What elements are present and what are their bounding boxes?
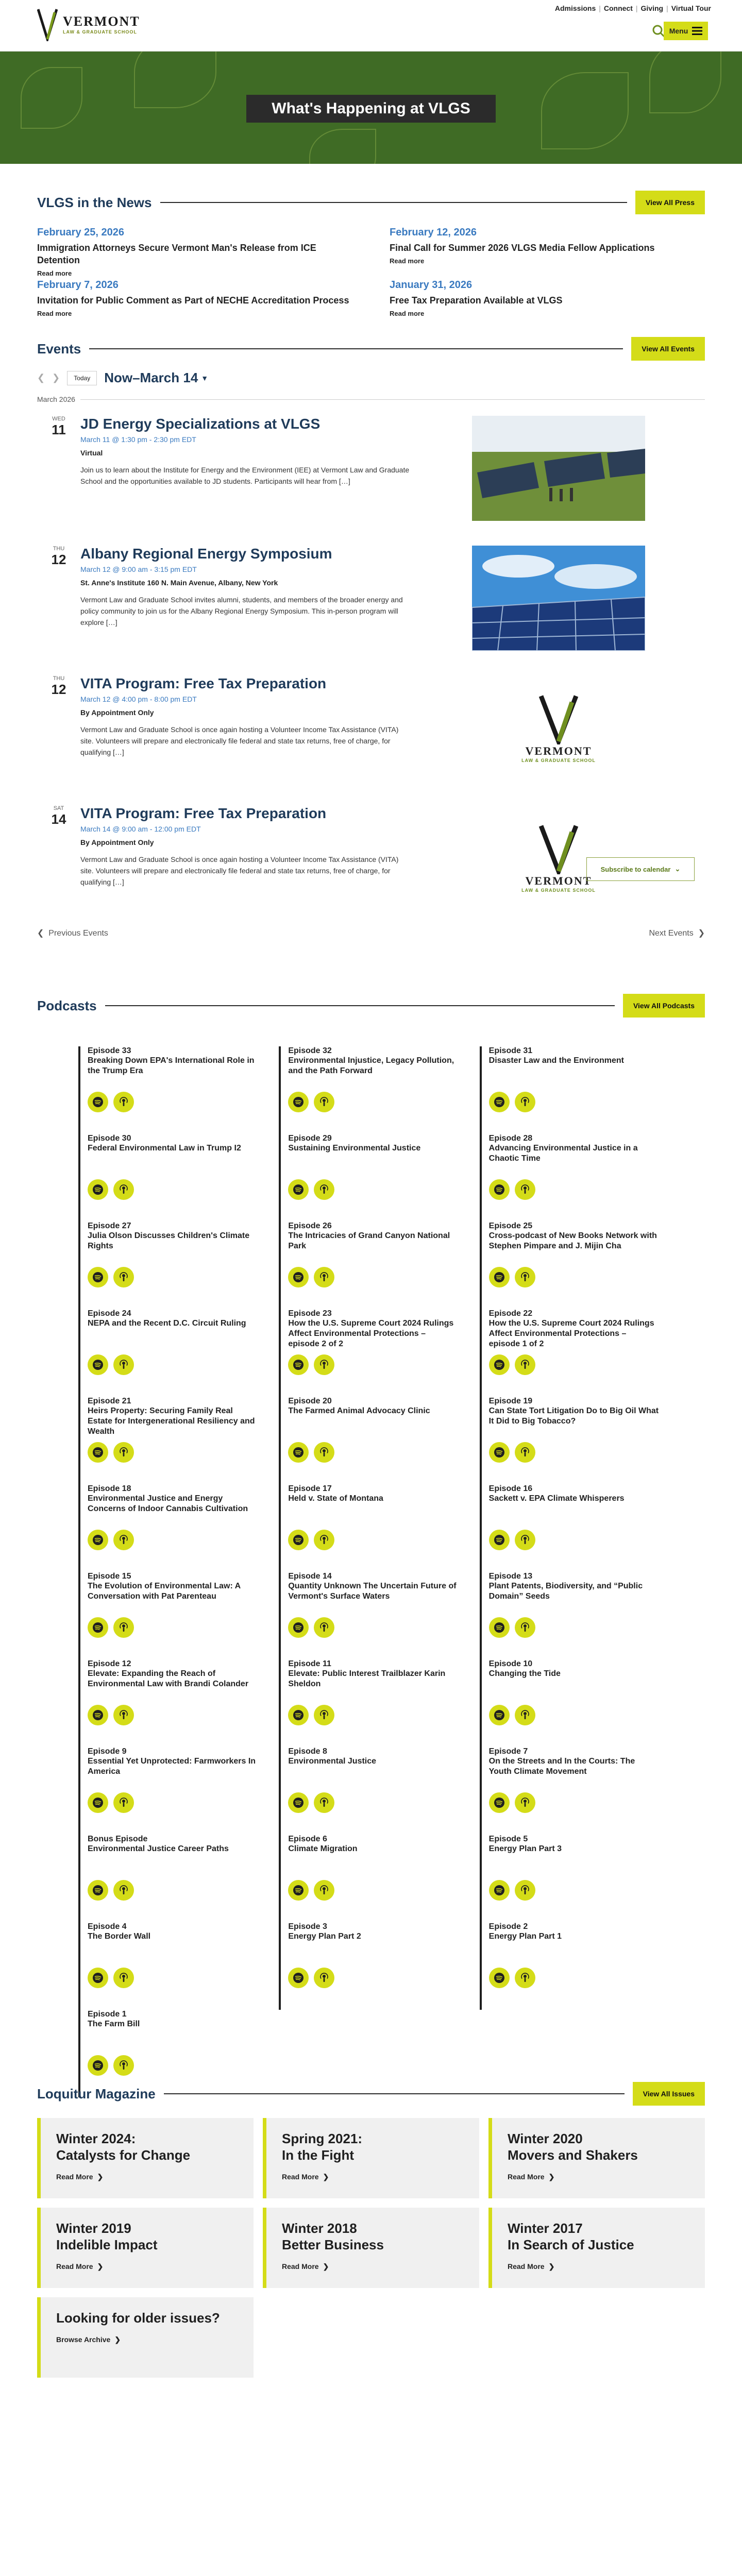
next-events-link[interactable]: Next Events ❯ — [649, 929, 705, 938]
today-button[interactable]: Today — [67, 371, 97, 385]
apple-podcasts-icon[interactable] — [113, 1530, 134, 1550]
apple-podcasts-icon[interactable] — [113, 1442, 134, 1463]
podcast-episode: Episode 6 — [288, 1835, 327, 1843]
chevron-down-icon[interactable]: ▼ — [201, 374, 209, 382]
spotify-icon[interactable] — [489, 1617, 510, 1638]
spotify-icon[interactable] — [288, 1880, 309, 1901]
chevron-right-icon[interactable]: ❯ — [52, 372, 60, 383]
podcast-title[interactable]: Breaking Down EPA's International Role in the Trump Era — [88, 1056, 255, 1075]
podcast-episode: Episode 17 — [288, 1484, 332, 1493]
podcast-item[interactable] — [78, 1922, 258, 2010]
spotify-icon[interactable] — [288, 1530, 309, 1550]
podcast-item[interactable] — [480, 1747, 660, 1835]
podcast-episode: Bonus Episode — [88, 1835, 148, 1843]
month-separator: March 2026 — [37, 395, 705, 403]
apple-podcasts-icon[interactable] — [314, 1705, 334, 1725]
podcast-episode: Episode 24 — [88, 1309, 131, 1318]
event-item: WED 11 JD Energy Specializations at VLGS March 11 @ 1:30 pm - 2:30 pm EDT Virtual Join us to learn about the Institute for Energy and the Environment (IEE) at Vermont Law and Graduate School and the opportunities available to JD students. Participants will hear from […] — [37, 403, 705, 533]
podcast-item[interactable] — [480, 1134, 660, 1222]
event-item: THU 12 VITA Program: Free Tax Preparation March 12 @ 4:00 pm - 8:00 pm EDT By Appointment Only Vermont Law and Graduate School is once again hosting a Volunteer Income Tax Assistance (VITA) site. Volunteers will prepare and electronically file federal and state tax returns, free of charge, for qualifying […] VERMONT LAW & GRADUATE SCHOOL — [37, 663, 705, 793]
podcast-item[interactable] — [480, 1572, 660, 1659]
podcast-item[interactable] — [78, 1572, 258, 1659]
event-date: THU 12 — [51, 546, 66, 567]
site-logo[interactable] — [37, 7, 140, 41]
spotify-icon[interactable] — [288, 1442, 309, 1463]
logo-subtitle: LAW & GRADUATE SCHOOL — [63, 29, 137, 35]
issue-title: Winter 2019 — [56, 2221, 131, 2236]
magazine-issue-card[interactable] — [263, 2208, 479, 2288]
apple-podcasts-icon[interactable] — [515, 1179, 535, 1200]
read-more-link[interactable]: Read More ❯ — [282, 2173, 329, 2181]
news-item[interactable]: February 12, 2026 Final Call for Summer 2026 VLGS Media Fellow Applications Read more — [390, 227, 655, 265]
news-item[interactable]: February 25, 2026 Immigration Attorneys Secure Vermont Man's Release from ICE Detention Read more — [37, 227, 316, 277]
podcast-title[interactable]: Changing the Tide — [488, 1669, 561, 1678]
podcast-item[interactable] — [279, 1747, 459, 1835]
magazine-issue-card[interactable] — [488, 2208, 705, 2288]
podcast-item[interactable] — [480, 1046, 660, 1134]
apple-podcasts-icon[interactable] — [113, 1792, 134, 1813]
podcast-episode: Episode 9 — [88, 1747, 127, 1756]
apple-podcasts-icon[interactable] — [515, 1442, 535, 1463]
apple-podcasts-icon[interactable] — [314, 1880, 334, 1901]
apple-podcasts-icon[interactable] — [314, 1092, 334, 1112]
podcast-title[interactable]: Sustaining Environmental Justice — [288, 1144, 421, 1153]
podcast-item[interactable] — [279, 1046, 459, 1134]
podcast-title[interactable]: On the Streets and In the Courts: The Youth Climate Movement — [488, 1757, 635, 1776]
read-more-link[interactable]: Browse Archive ❯ — [56, 2335, 121, 2344]
apple-podcasts-icon[interactable] — [113, 1179, 134, 1200]
spotify-icon[interactable] — [88, 1354, 108, 1375]
page-title: What's Happening at VLGS — [246, 95, 496, 123]
spotify-icon[interactable] — [288, 1354, 309, 1375]
podcast-episode: Episode 10 — [488, 1659, 533, 1668]
podcast-title[interactable]: Heirs Property: Securing Family Real Estate for Intergenerational Resiliency and Wealth — [88, 1406, 255, 1436]
logo-name: VERMONT — [525, 744, 592, 757]
link-connect[interactable]: Connect — [603, 4, 633, 12]
spotify-icon[interactable] — [489, 1968, 510, 1988]
apple-podcasts-icon[interactable] — [314, 1354, 334, 1375]
podcast-title[interactable]: Elevate: Public Interest Trailblazer Karin Sheldon — [288, 1669, 446, 1688]
podcast-title[interactable]: Cross-podcast of New Books Network with Stephen Pimpare and J. Mijin Cha — [488, 1231, 657, 1250]
view-all-podcasts-button[interactable]: View All Podcasts — [623, 994, 705, 1018]
apple-podcasts-icon[interactable] — [515, 1267, 535, 1287]
podcast-episode: Episode 29 — [288, 1134, 332, 1143]
view-all-events-button[interactable]: View All Events — [631, 337, 705, 361]
spotify-icon[interactable] — [489, 1705, 510, 1725]
apple-podcasts-icon[interactable] — [113, 1092, 134, 1112]
issue-title: Winter 2017 — [508, 2221, 583, 2236]
chevron-right-icon: ❯ — [114, 2335, 121, 2344]
podcast-item[interactable] — [279, 1222, 459, 1309]
podcast-title[interactable]: Environmental Justice and Energy Concerns of Indoor Cannabis Cultivation — [88, 1494, 248, 1513]
chevron-right-icon: ❯ — [693, 929, 705, 938]
hero-banner — [0, 52, 742, 164]
apple-podcasts-icon[interactable] — [515, 1968, 535, 1988]
podcast-episode: Episode 15 — [88, 1572, 131, 1581]
spotify-icon[interactable] — [288, 1792, 309, 1813]
spotify-icon[interactable] — [288, 1092, 309, 1112]
podcast-item[interactable] — [480, 1397, 660, 1484]
podcast-title[interactable]: The Border Wall — [88, 1932, 151, 1941]
magazine-issue-card[interactable] — [263, 2118, 479, 2198]
spotify-icon[interactable] — [489, 1792, 510, 1813]
spotify-icon[interactable] — [88, 1442, 108, 1463]
podcast-title[interactable]: Elevate: Expanding the Reach of Environmental Law with Brandi Colander — [88, 1669, 249, 1688]
podcast-title[interactable]: Environmental Justice Career Paths — [88, 1844, 229, 1853]
apple-podcasts-icon[interactable] — [515, 1705, 535, 1725]
spotify-icon[interactable] — [489, 1267, 510, 1287]
podcast-item[interactable] — [480, 1484, 660, 1572]
podcast-episode: Episode 32 — [288, 1046, 332, 1055]
podcast-item[interactable] — [78, 1659, 258, 1747]
logo-subtitle: LAW & GRADUATE SCHOOL — [521, 758, 596, 763]
podcast-item[interactable] — [279, 1484, 459, 1572]
podcast-item[interactable] — [279, 1835, 459, 1922]
podcast-item[interactable] — [480, 1222, 660, 1309]
podcasts-heading: Podcasts — [37, 997, 97, 1013]
apple-podcasts-icon[interactable] — [314, 1179, 334, 1200]
issue-subtitle: Better Business — [282, 2237, 384, 2252]
chevron-right-icon: ❯ — [548, 2173, 555, 2181]
podcast-episode: Episode 33 — [88, 1046, 131, 1055]
date-range-picker[interactable]: Now–March 14 — [104, 370, 198, 385]
podcast-title[interactable]: Energy Plan Part 2 — [288, 1932, 361, 1941]
chevron-right-icon: ❯ — [97, 2173, 104, 2181]
subscribe-calendar-button[interactable]: Subscribe to calendar ⌄ — [586, 857, 695, 881]
podcast-item[interactable] — [279, 1922, 459, 2010]
podcast-episode: Episode 5 — [488, 1835, 528, 1843]
apple-podcasts-icon[interactable] — [113, 1968, 134, 1988]
podcast-episode: Episode 25 — [488, 1222, 533, 1230]
spotify-icon[interactable] — [288, 1705, 309, 1725]
menu-button[interactable] — [664, 22, 708, 40]
podcast-item[interactable] — [78, 1747, 258, 1835]
podcast-episode: Episode 11 — [288, 1659, 331, 1668]
podcast-episode: Episode 26 — [288, 1222, 332, 1230]
news-item[interactable]: January 31, 2026 Free Tax Preparation Available at VLGS Read more — [390, 279, 563, 317]
link-admissions[interactable]: Admissions — [554, 4, 596, 12]
podcast-episode: Episode 2 — [488, 1922, 528, 1931]
event-image-solar-field[interactable] — [472, 416, 645, 521]
logo-v-icon — [538, 693, 579, 744]
spotify-icon[interactable] — [489, 1880, 510, 1901]
magazine-issue-card[interactable] — [37, 2297, 254, 2378]
read-more-link[interactable]: Read More ❯ — [282, 2262, 329, 2270]
podcast-item[interactable] — [78, 1222, 258, 1309]
spotify-icon[interactable] — [88, 2055, 108, 2076]
spotify-icon[interactable] — [489, 1530, 510, 1550]
podcast-episode: Episode 23 — [288, 1309, 332, 1318]
issue-subtitle: In Search of Justice — [508, 2237, 634, 2252]
spotify-icon[interactable] — [489, 1354, 510, 1375]
site-header — [0, 0, 742, 52]
podcast-item[interactable] — [279, 1397, 459, 1484]
podcast-item[interactable] — [78, 1046, 258, 1134]
spotify-icon[interactable] — [88, 1267, 108, 1287]
apple-podcasts-icon[interactable] — [314, 1442, 334, 1463]
podcast-title[interactable]: Energy Plan Part 1 — [488, 1932, 562, 1941]
podcast-episode: Episode 12 — [88, 1659, 131, 1668]
podcast-episode: Episode 30 — [88, 1134, 131, 1143]
events-pagination — [37, 928, 705, 938]
chevron-left-icon: ❮ — [37, 929, 49, 938]
podcast-item[interactable] — [78, 1309, 258, 1397]
chevron-left-icon[interactable]: ❮ — [37, 372, 45, 383]
spotify-icon[interactable] — [88, 1617, 108, 1638]
issue-title: Spring 2021: — [282, 2131, 363, 2146]
podcast-title[interactable]: Advancing Environmental Justice in a Chaotic Time — [488, 1144, 638, 1163]
apple-podcasts-icon[interactable] — [515, 1880, 535, 1901]
podcast-title[interactable]: Julia Olson Discusses Children's Climate Rights — [88, 1231, 250, 1250]
event-image-vlgs-logo[interactable] — [472, 675, 645, 781]
events-section — [0, 337, 742, 938]
podcast-episode: Episode 7 — [488, 1747, 528, 1756]
news-item[interactable]: February 7, 2026 Invitation for Public Comment as Part of NECHE Accreditation Process Read more — [37, 279, 349, 317]
podcast-title[interactable]: Sackett v. EPA Climate Whisperers — [488, 1494, 625, 1503]
podcast-title[interactable]: How the U.S. Supreme Court 2024 Rulings Affect Environmental Protections – episode 1 of 2 — [488, 1319, 654, 1348]
spotify-icon[interactable] — [88, 1705, 108, 1725]
issue-subtitle: Indelible Impact — [56, 2237, 158, 2252]
podcast-episode: Episode 14 — [288, 1572, 332, 1581]
event-date: WED 11 — [52, 416, 66, 437]
event-date: SAT 14 — [51, 805, 66, 827]
logo-v-icon — [538, 823, 579, 874]
podcast-title[interactable]: The Farm Bill — [88, 2020, 140, 2028]
podcast-title[interactable]: The Farmed Animal Advocacy Clinic — [288, 1406, 430, 1415]
spotify-icon[interactable] — [88, 1530, 108, 1550]
podcast-episode: Episode 16 — [488, 1484, 533, 1493]
event-item: SAT 14 VITA Program: Free Tax Preparation March 14 @ 9:00 am - 12:00 pm EDT By Appointment Only Vermont Law and Graduate School is once again hosting a Volunteer Income Tax Assistance (VITA) site. Volunteers will prepare and electronically file federal and state tax returns, free of charge, for qualifying […] VERMONT LAW & GRADUATE SCHOOL — [37, 793, 705, 923]
podcast-title[interactable]: Held v. State of Montana — [288, 1494, 383, 1503]
spotify-icon[interactable] — [88, 1880, 108, 1901]
apple-podcasts-icon[interactable] — [515, 1530, 535, 1550]
podcast-item[interactable] — [78, 1397, 258, 1484]
podcast-title[interactable]: How the U.S. Supreme Court 2024 Rulings Affect Environmental Protections – episode 2 of 2 — [288, 1319, 454, 1348]
spotify-icon[interactable] — [489, 1092, 510, 1112]
event-date: THU 12 — [51, 675, 66, 697]
podcast-episode: Episode 13 — [488, 1572, 533, 1581]
spotify-icon[interactable] — [288, 1267, 309, 1287]
read-more-link[interactable]: Read More ❯ — [508, 2173, 555, 2181]
podcast-item[interactable] — [78, 1134, 258, 1222]
podcast-item[interactable] — [480, 1309, 660, 1397]
podcast-item[interactable] — [480, 1835, 660, 1922]
podcast-title[interactable]: Energy Plan Part 3 — [488, 1844, 562, 1853]
spotify-icon[interactable] — [88, 1792, 108, 1813]
apple-podcasts-icon[interactable] — [515, 1354, 535, 1375]
podcast-episode: Episode 8 — [288, 1747, 327, 1756]
spotify-icon[interactable] — [288, 1968, 309, 1988]
apple-podcasts-icon[interactable] — [113, 1617, 134, 1638]
apple-podcasts-icon[interactable] — [113, 1880, 134, 1901]
magazine-issue-card[interactable] — [488, 2118, 705, 2198]
magazine-grid — [37, 2118, 705, 2378]
podcast-item[interactable] — [279, 1572, 459, 1659]
podcast-title[interactable]: Essential Yet Unprotected: Farmworkers In America — [88, 1757, 256, 1776]
podcast-title[interactable]: Environmental Justice — [288, 1757, 377, 1766]
magazine-section — [0, 2082, 742, 2378]
view-all-issues-button[interactable]: View All Issues — [633, 2082, 705, 2106]
podcast-title[interactable]: Plant Patents, Biodiversity, and “Public Domain” Seeds — [488, 1582, 643, 1601]
podcast-episode: Episode 3 — [288, 1922, 327, 1931]
podcast-episode: Episode 18 — [88, 1484, 131, 1493]
chevron-right-icon: ❯ — [323, 2262, 329, 2270]
hamburger-icon — [692, 27, 702, 35]
podcast-title[interactable]: Environmental Injustice, Legacy Pollution, and the Path Forward — [288, 1056, 454, 1075]
apple-podcasts-icon[interactable] — [113, 2055, 134, 2076]
read-more-link[interactable]: Read More ❯ — [56, 2262, 104, 2270]
podcast-item[interactable] — [78, 1835, 258, 1922]
chevron-right-icon: ❯ — [548, 2262, 555, 2270]
view-all-press-button[interactable]: View All Press — [635, 191, 705, 214]
podcasts-section — [0, 994, 742, 1018]
issue-subtitle: Catalysts for Change — [56, 2147, 191, 2163]
menu-label: Menu — [669, 27, 688, 35]
spotify-icon[interactable] — [88, 1179, 108, 1200]
event-image-solar-panels[interactable] — [472, 546, 645, 651]
apple-podcasts-icon[interactable] — [314, 1617, 334, 1638]
podcast-episode: Episode 1 — [88, 2010, 127, 2019]
issue-title: Winter 2024: — [56, 2131, 136, 2146]
magazine-issue-card[interactable] — [37, 2118, 254, 2198]
podcast-title[interactable]: Climate Migration — [288, 1844, 358, 1853]
podcast-episode: Episode 21 — [88, 1397, 131, 1405]
apple-podcasts-icon[interactable] — [515, 1617, 535, 1638]
news-section — [0, 191, 742, 325]
magazine-issue-card[interactable] — [37, 2208, 254, 2288]
podcast-title[interactable]: The Evolution of Environmental Law: A Conversation with Pat Parenteau — [88, 1582, 241, 1601]
podcast-episode: Episode 19 — [488, 1397, 533, 1405]
magazine-heading: Loquitur Magazine — [37, 2086, 156, 2102]
utility-nav: Admissions | Connect | Giving | Virtual Tour — [554, 4, 711, 12]
apple-podcasts-icon[interactable] — [515, 1092, 535, 1112]
podcast-title[interactable]: Disaster Law and the Environment — [488, 1056, 624, 1065]
podcast-episode: Episode 22 — [488, 1309, 533, 1318]
podcast-episode: Episode 31 — [488, 1046, 533, 1055]
events-nav — [37, 370, 705, 386]
spotify-icon[interactable] — [288, 1179, 309, 1200]
apple-podcasts-icon[interactable] — [515, 1792, 535, 1813]
link-virtual-tour[interactable]: Virtual Tour — [671, 4, 711, 12]
spotify-icon[interactable] — [88, 1092, 108, 1112]
link-giving[interactable]: Giving — [640, 4, 664, 12]
podcast-item[interactable] — [279, 1659, 459, 1747]
events-heading: Events — [37, 341, 81, 357]
issue-subtitle: In the Fight — [282, 2147, 355, 2163]
read-more-link[interactable]: Read More ❯ — [56, 2173, 104, 2181]
event-title[interactable]: JD Energy Specializations at VLGS — [80, 416, 321, 432]
logo-name: VERMONT — [525, 874, 592, 887]
apple-podcasts-icon[interactable] — [314, 1792, 334, 1813]
podcast-item[interactable] — [279, 1309, 459, 1397]
podcast-title[interactable]: Federal Environmental Law in Trump I2 — [88, 1144, 241, 1153]
podcast-title[interactable]: NEPA and the Recent D.C. Circuit Ruling — [88, 1319, 246, 1328]
previous-events-link[interactable]: ❮ Previous Events — [37, 929, 108, 938]
issue-title: Looking for older issues? — [56, 2310, 220, 2326]
podcast-item[interactable] — [480, 1922, 660, 2010]
podcast-episode: Episode 28 — [488, 1134, 533, 1143]
podcast-grid — [0, 1046, 742, 2097]
event-title[interactable]: VITA Program: Free Tax Preparation — [80, 675, 327, 691]
apple-podcasts-icon[interactable] — [113, 1354, 134, 1375]
event-title[interactable]: Albany Regional Energy Symposium — [80, 546, 332, 562]
chevron-right-icon: ❯ — [97, 2262, 104, 2270]
podcast-item[interactable] — [279, 1134, 459, 1222]
apple-podcasts-icon[interactable] — [314, 1530, 334, 1550]
read-more-link[interactable]: Read More ❯ — [508, 2262, 555, 2270]
podcast-title[interactable]: Can State Tort Litigation Do to Big Oil What It Did to Big Tobacco? — [488, 1406, 659, 1426]
event-item: THU 12 Albany Regional Energy Symposium March 12 @ 9:00 am - 3:15 pm EDT St. Anne's Institute 160 N. Main Avenue, Albany, New York Vermont Law and Graduate School invites alumni, students, and members of the broader energy and policy community to join us for the Albany Regional Energy Symposium. This in-person program will explore […] — [37, 533, 705, 663]
apple-podcasts-icon[interactable] — [113, 1705, 134, 1725]
chevron-right-icon: ❯ — [323, 2173, 329, 2181]
apple-podcasts-icon[interactable] — [314, 1968, 334, 1988]
news-heading: VLGS in the News — [37, 194, 152, 210]
podcast-episode: Episode 27 — [88, 1222, 131, 1230]
podcast-item[interactable] — [480, 1659, 660, 1747]
spotify-icon[interactable] — [489, 1179, 510, 1200]
event-title[interactable]: VITA Program: Free Tax Preparation — [80, 805, 327, 821]
apple-podcasts-icon[interactable] — [113, 1267, 134, 1287]
chevron-down-icon: ⌄ — [674, 865, 681, 873]
issue-title: Winter 2020 — [508, 2131, 583, 2146]
issue-title: Winter 2018 — [282, 2221, 357, 2236]
podcast-title[interactable]: The Intricacies of Grand Canyon National Park — [288, 1231, 450, 1250]
logo-name: VERMONT — [63, 14, 140, 29]
spotify-icon[interactable] — [88, 1968, 108, 1988]
podcast-title[interactable]: Quantity Unknown The Uncertain Future of Vermont's Surface Waters — [288, 1582, 457, 1601]
spotify-icon[interactable] — [489, 1442, 510, 1463]
podcast-item[interactable] — [78, 1484, 258, 1572]
podcast-episode: Episode 4 — [88, 1922, 127, 1931]
logo-v-icon — [37, 7, 58, 41]
spotify-icon[interactable] — [288, 1617, 309, 1638]
podcast-episode: Episode 20 — [288, 1397, 332, 1405]
logo-subtitle: LAW & GRADUATE SCHOOL — [521, 888, 596, 893]
apple-podcasts-icon[interactable] — [314, 1267, 334, 1287]
issue-subtitle: Movers and Shakers — [508, 2147, 638, 2163]
